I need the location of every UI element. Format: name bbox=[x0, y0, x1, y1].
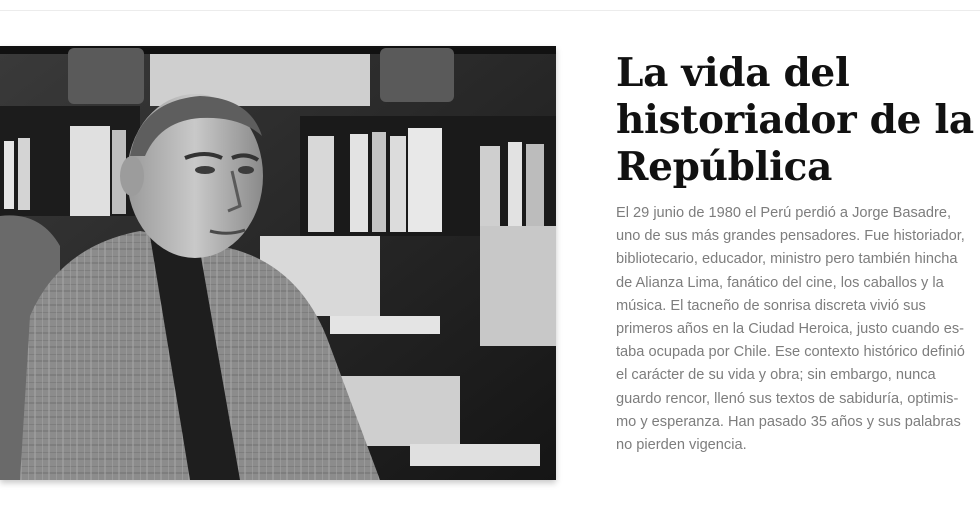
body-line: música. El tacneño de sonrisa discreta vivió sus bbox=[616, 297, 926, 314]
body-line: uno de sus más grandes pensadores. Fue historiador, bbox=[616, 228, 965, 245]
body-line: no pierden vigencia. bbox=[616, 437, 747, 454]
body-line: taba ocupada por Chile. Ese contexto histórico definió bbox=[616, 344, 965, 361]
title-line: La vida del bbox=[616, 50, 850, 96]
body-line: de Alianza Lima, fanático del cine, los caballos y la bbox=[616, 274, 944, 291]
top-divider bbox=[0, 10, 980, 11]
portrait-photo bbox=[0, 46, 556, 480]
title-line: historiador de la bbox=[616, 97, 974, 143]
body-line: bibliotecario, educador, ministro pero también hincha bbox=[616, 251, 958, 268]
body-line: guardo rencor, llenó sus textos de sabiduría, optimis- bbox=[616, 390, 959, 407]
body-line: el carácter de su vida y obra; sin embargo, nunca bbox=[616, 367, 936, 384]
body-line: El 29 junio de 1980 el Perú perdió a Jorge Basadre, bbox=[616, 205, 952, 221]
article-title bbox=[616, 50, 980, 191]
title-line: República bbox=[616, 144, 833, 190]
article-body bbox=[616, 202, 980, 457]
body-line: mo y esperanza. Han pasado 35 años y sus palabras bbox=[616, 413, 961, 430]
portrait-image bbox=[0, 46, 556, 480]
body-line: primeros años en la Ciudad Heroica, justo cuando es- bbox=[616, 321, 965, 338]
